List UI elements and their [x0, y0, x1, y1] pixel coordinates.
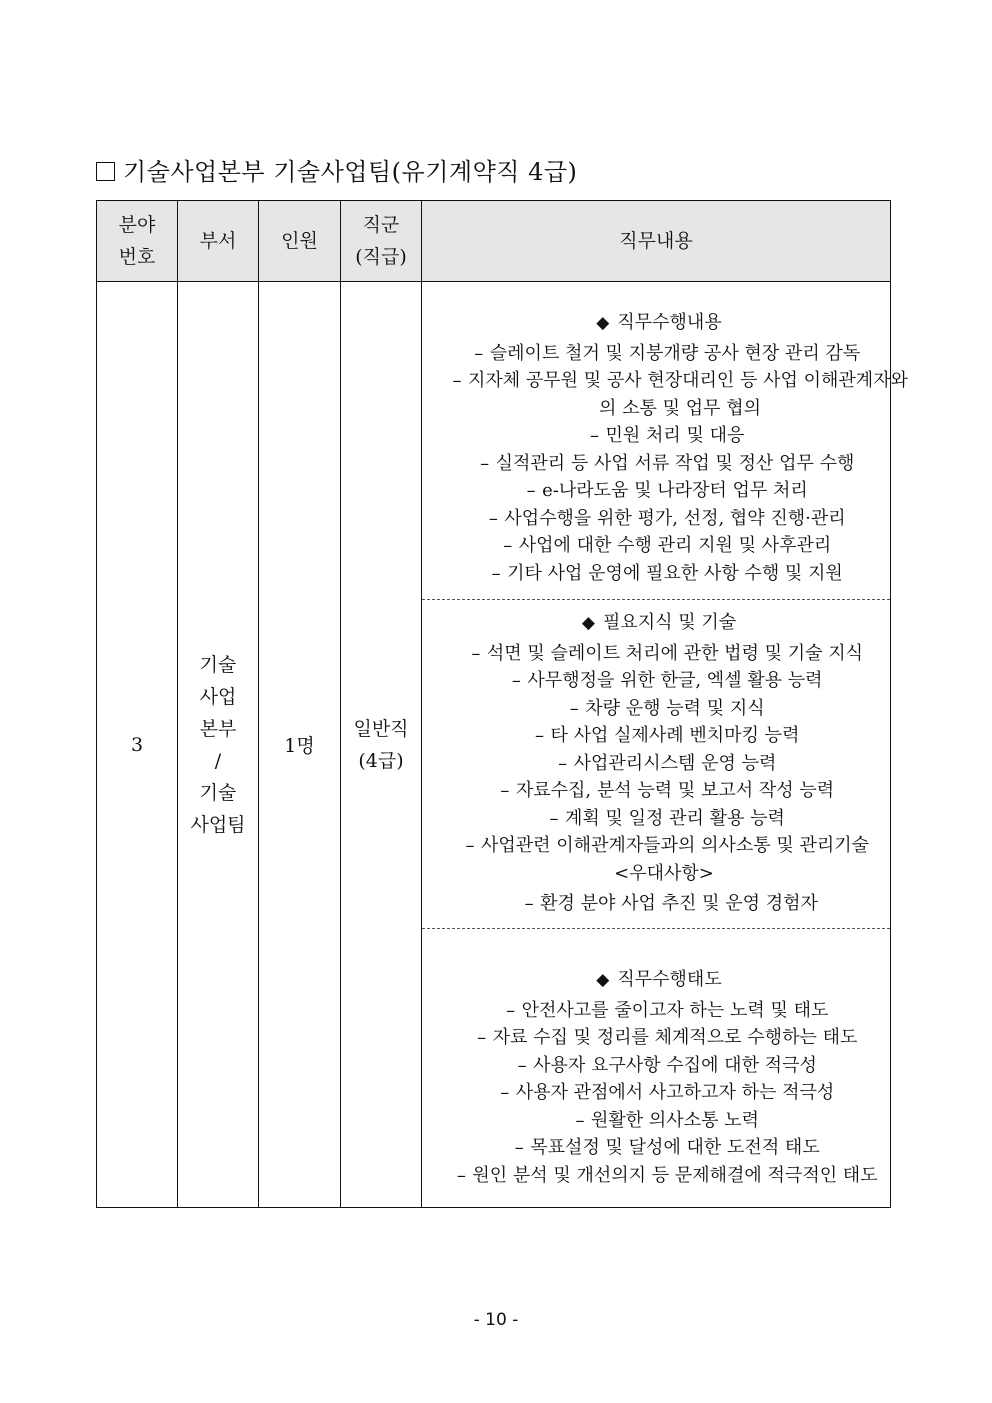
preference-title: <우대사항>: [614, 862, 714, 884]
list-item-text: 사업관련 이해관계자들과의 의사소통 및 관리기술: [480, 835, 870, 857]
list-item: [436, 422, 882, 450]
attitude-list: [436, 997, 882, 1190]
dash-bullet: –: [558, 752, 568, 774]
table-row: [97, 282, 891, 1208]
list-item-text: 원인 분석 및 개선의지 등 문제해결에 적극적인 태도: [472, 1164, 878, 1186]
list-item: [436, 1134, 882, 1162]
list-item: [436, 340, 882, 368]
list-item: [436, 695, 882, 723]
list-item-text: 사업에 대한 수행 관리 지원 및 사후관리: [518, 535, 832, 557]
list-item: [436, 805, 882, 833]
diamond-bullet-icon: ◆: [581, 612, 595, 633]
cell-department: 기술 사업 본부 / 기술 사업팀: [178, 282, 259, 1208]
list-item-text: 사용자 요구사항 수집에 대한 적극성: [533, 1054, 817, 1076]
list-item-continuation: 의 소통 및 업무 협의: [599, 397, 761, 419]
list-item-text: 목표설정 및 달성에 대한 도전적 태도: [530, 1137, 820, 1159]
list-item: [436, 505, 882, 533]
list-item: [436, 532, 882, 560]
list-item-text: 민원 처리 및 대응: [605, 425, 745, 447]
list-item: [436, 1052, 882, 1080]
section-heading-text: 기술사업본부 기술사업팀(유기계약직 4급): [123, 158, 578, 186]
list-item-text: 타 사업 실제사례 벤치마킹 능력: [550, 725, 800, 747]
preference-item: – 환경 분야 사업 추진 및 운영 경험자: [524, 893, 818, 915]
list-item-text: 자료 수집 및 정리를 체계적으로 수행하는 태도: [492, 1027, 858, 1049]
list-item-text: 사업수행을 위한 평가, 선정, 협약 진행·관리: [504, 507, 846, 529]
duties-list: [436, 340, 908, 588]
header-duties: 직무내용: [422, 201, 891, 282]
list-item: [436, 1079, 882, 1107]
cell-grade: 일반직 (4급): [341, 282, 422, 1208]
list-item: [436, 367, 908, 422]
section-title: ◆ 직무수행내용: [596, 311, 722, 333]
section-attitude: [422, 929, 890, 1190]
diamond-bullet-icon: ◆: [596, 969, 610, 990]
list-item: [436, 560, 882, 588]
dash-bullet: –: [488, 507, 498, 529]
dash-bullet: –: [514, 1137, 524, 1159]
dash-bullet: –: [474, 342, 484, 364]
section-duties: [422, 300, 908, 600]
cell-headcount: 1명: [259, 282, 341, 1208]
list-item: [436, 997, 882, 1025]
dash-bullet: –: [503, 535, 513, 557]
section-heading: [96, 152, 577, 187]
dash-bullet: –: [500, 780, 510, 802]
list-item: [436, 1024, 882, 1052]
list-item-text: 사업관리시스템 운영 능력: [573, 752, 777, 774]
dash-bullet: –: [535, 725, 545, 747]
header-field-no: 분야 번호: [97, 201, 178, 282]
list-item: [436, 777, 882, 805]
list-item-text: 원활한 의사소통 노력: [591, 1109, 759, 1131]
list-item-text: 슬레이트 철거 및 지붕개량 공사 현장 관리 감독: [489, 342, 861, 364]
dash-bullet: –: [590, 425, 600, 447]
list-item-text: 사무행정을 위한 한글, 엑셀 활용 능력: [527, 670, 823, 692]
checkbox-square-icon: [96, 162, 115, 181]
list-item-text: 사용자 관점에서 사고하고자 하는 적극성: [515, 1082, 835, 1104]
diamond-bullet-icon: ◆: [596, 312, 610, 333]
list-item: [436, 722, 882, 750]
dash-bullet: –: [456, 1164, 466, 1186]
dash-bullet: –: [452, 370, 462, 392]
section-title: ◆ 직무수행태도: [596, 968, 722, 990]
section-knowledge-skills: [422, 600, 890, 929]
list-item: [436, 1162, 882, 1190]
knowledge-list: [436, 640, 882, 860]
dash-bullet: –: [549, 807, 559, 829]
list-item-text: 차량 운행 능력 및 지식: [585, 697, 765, 719]
dash-bullet: –: [517, 1054, 527, 1076]
list-item-text: e-나라도움 및 나라장터 업무 처리: [542, 480, 808, 502]
list-item: [436, 1107, 882, 1135]
job-description-table: [96, 200, 908, 1208]
header-headcount: 인원: [259, 201, 341, 282]
list-item-text: 계획 및 일정 관리 활용 능력: [565, 807, 785, 829]
dash-bullet: –: [477, 1027, 487, 1049]
list-item-text: 자료수집, 분석 능력 및 보고서 작성 능력: [515, 780, 835, 802]
cell-field-no: 3: [97, 282, 178, 1208]
dash-bullet: –: [569, 697, 579, 719]
dash-bullet: –: [506, 999, 516, 1021]
list-item: [436, 450, 882, 478]
dash-bullet: –: [491, 562, 501, 584]
list-item-text: 기타 사업 운영에 필요한 사항 수행 및 지원: [507, 562, 843, 584]
section-title: ◆ 필요지식 및 기술: [581, 611, 737, 633]
list-item-text: 안전사고를 줄이고자 하는 노력 및 태도: [521, 999, 829, 1021]
page-number: - 10 -: [473, 1310, 519, 1330]
header-grade: 직군 (직급): [341, 201, 422, 282]
list-item-text: 석면 및 슬레이트 처리에 관한 법령 및 기술 지식: [486, 642, 864, 664]
list-item: [436, 640, 882, 668]
cell-duties: [422, 282, 908, 1208]
header-department: 부서: [178, 201, 259, 282]
dash-bullet: –: [480, 452, 490, 474]
list-item-text: 지자체 공무원 및 공사 현장대리인 등 사업 이해관계자와: [468, 370, 908, 392]
list-item: [436, 477, 882, 505]
list-item-text: 실적관리 등 사업 서류 작업 및 정산 업무 수행: [495, 452, 855, 474]
table-header-row: [97, 201, 891, 282]
dash-bullet: –: [575, 1109, 585, 1131]
list-item: [436, 750, 882, 778]
dash-bullet: –: [500, 1082, 510, 1104]
list-item: [436, 832, 882, 860]
list-item: [436, 667, 882, 695]
dash-bullet: –: [526, 480, 536, 502]
dash-bullet: –: [465, 835, 475, 857]
dash-bullet: –: [471, 642, 481, 664]
dash-bullet: –: [511, 670, 521, 692]
